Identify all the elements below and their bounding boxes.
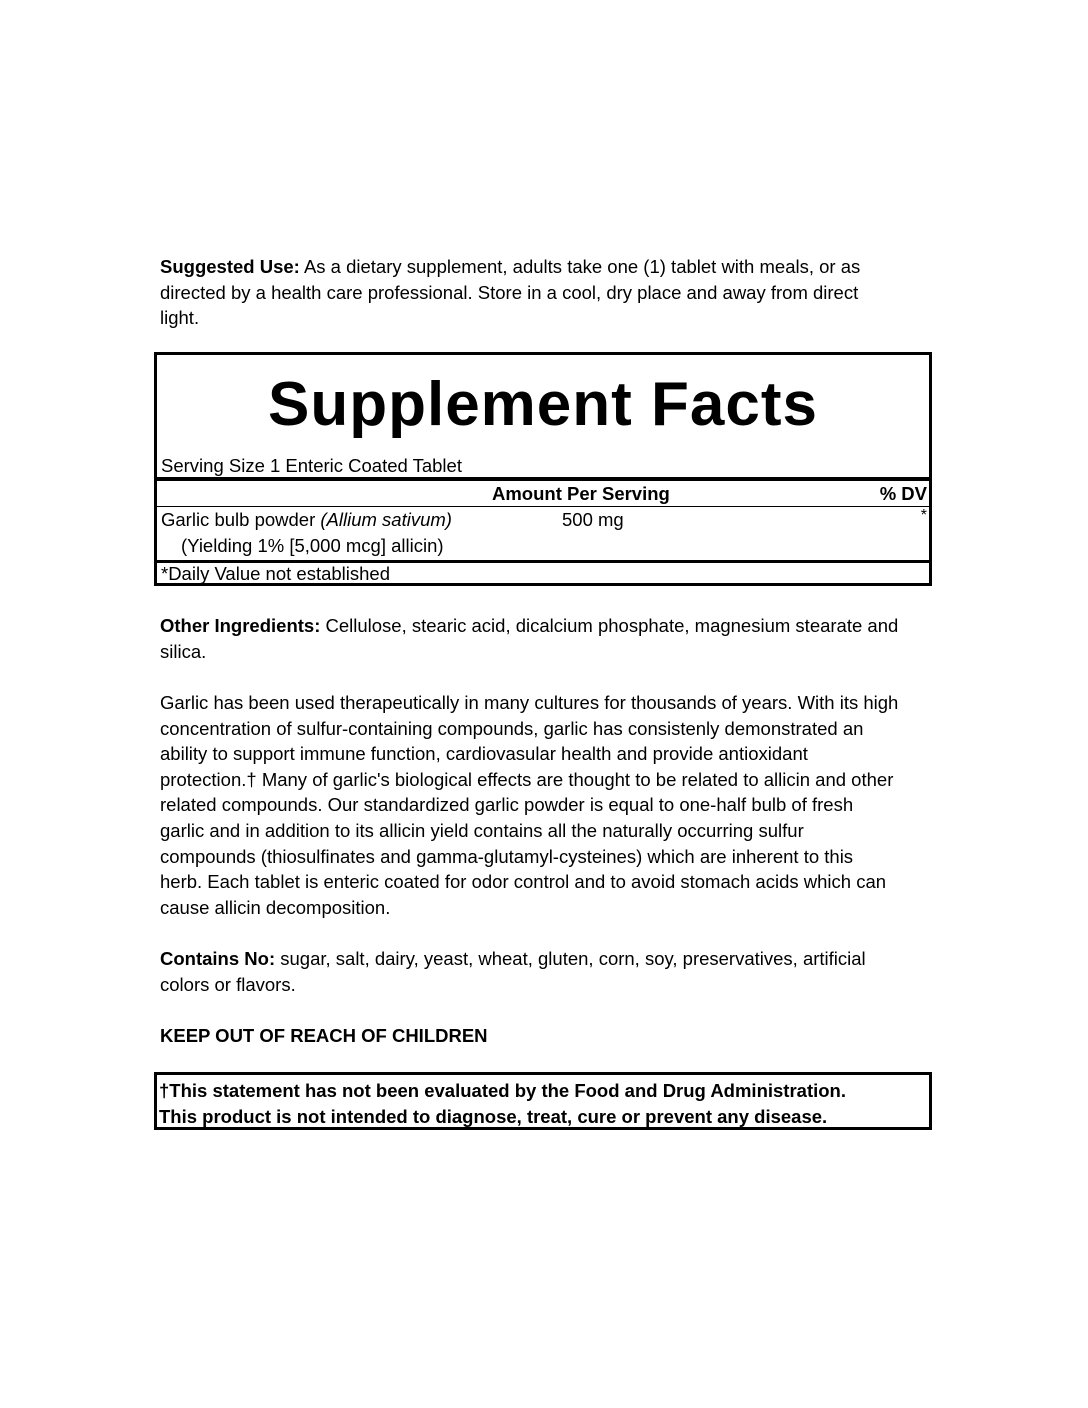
amount-per-serving-header: Amount Per Serving [492,483,670,504]
fda-disclaimer-text [157,1075,929,1130]
thick-divider [157,477,929,481]
keep-out-of-reach-warning: KEEP OUT OF REACH OF CHILDREN [160,1025,488,1046]
suggested-use-text: As a dietary supplement, adults take one (1) tablet with meals, or as directed by a health care professional. Store in a cool, dry place and away from direct light. [160,256,861,329]
fda-disclaimer-box [154,1072,932,1130]
contains-no-paragraph [160,946,900,997]
supplement-facts-panel [154,352,932,586]
disclaimer-line-1: †This statement has not been evaluated by the Food and Drug Administration. [159,1080,846,1101]
other-ingredients-text: Cellulose, stearic acid, dicalcium phosphate, magnesium stearate and silica. [160,615,899,662]
product-description: Garlic has been used therapeutically in many cultures for thousands of years. With its high concentration of sulfur-containing compounds, garlic has consistenly demonstrated an ability to support immune function, cardiovasular health and provide antioxidant protection.† Many of garlic's biological effects are thought to be related to allicin and other related compounds. Our standardized garlic powder is equal to one-half bulb of fresh garlic and in addition to its allicin yield contains all the naturally occurring sulfur compounds (thiosulfinates and gamma-glutamyl-cysteines) which are inherent to this herb. Each tablet is enteric coated for odor control and to avoid stomach acids which can cause allicin decomposition. [160,692,899,918]
ingredient-yield: (Yielding 1% [5,000 mcg] allicin) [181,535,444,556]
suggested-use-paragraph [160,254,900,331]
daily-value-footnote: *Daily Value not established [161,563,390,584]
daily-value-header: % DV [879,483,927,504]
ingredient-name: Garlic bulb powder [161,509,321,530]
disclaimer-line-2: This product is not intended to diagnose, treat, cure or prevent any disease. [159,1106,828,1127]
supplement-facts-title: Supplement Facts [268,370,818,439]
ingredient-row [161,509,927,531]
contains-no-text: sugar, salt, dairy, yeast, wheat, gluten, corn, soy, preservatives, artificial colors or flavors. [160,948,866,995]
ingredient-latin-name: (Allium sativum) [320,509,452,530]
ingredient-amount: 500 mg [562,509,624,530]
other-ingredients-paragraph [160,613,900,664]
contains-no-label: Contains No: [160,948,276,969]
serving-size: Serving Size 1 Enteric Coated Tablet [161,455,462,476]
suggested-use-label: Suggested Use: [160,256,300,277]
other-ingredients-label: Other Ingredients: [160,615,321,636]
thin-divider [157,506,929,507]
ingredient-dv: * [920,507,927,524]
